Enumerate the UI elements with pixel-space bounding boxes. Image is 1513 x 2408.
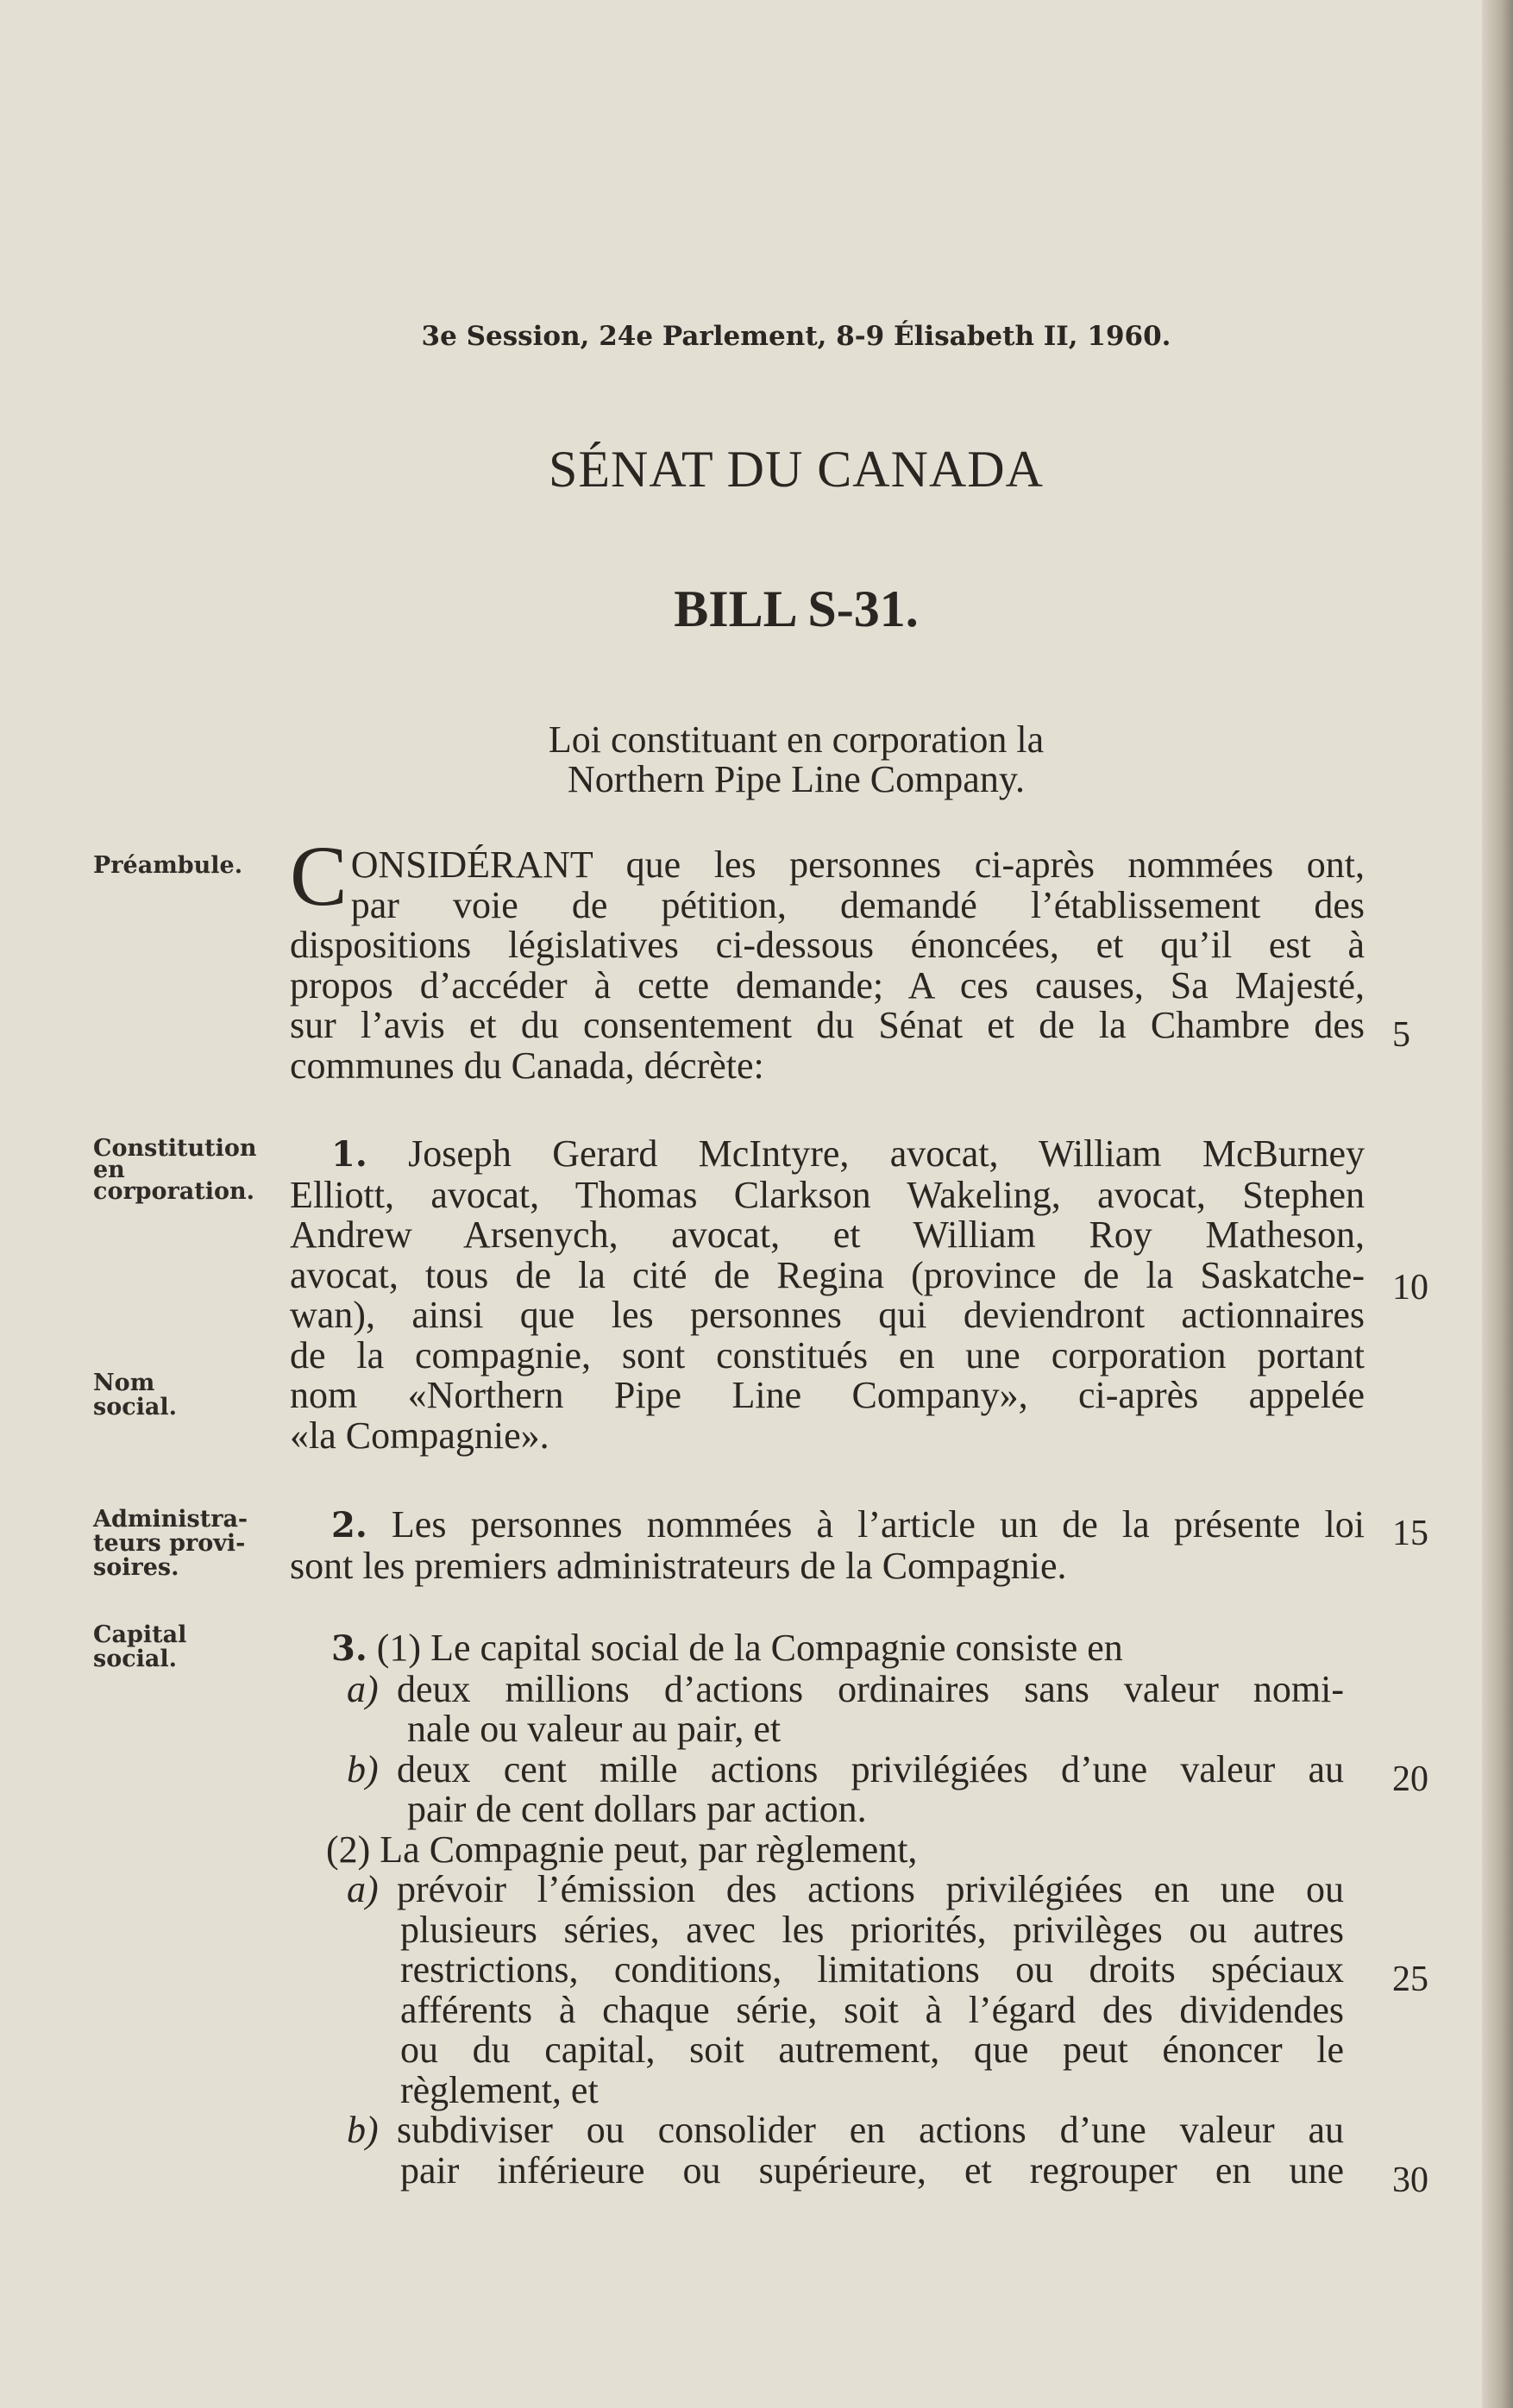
- text-line: [290, 1870, 1344, 1910]
- margin-note-line: Constitution: [93, 1135, 257, 1162]
- margin-note-line: Nom: [93, 1370, 155, 1396]
- text-fragment: subdiviser ou consolider en actions d’une valeur au: [397, 2109, 1344, 2151]
- text-line: nom «Northern Pipe Line Company», ci-après appelée: [290, 1374, 1365, 1416]
- margin-note-preambule: Préambule.: [93, 852, 243, 879]
- text-line: [290, 1505, 1365, 1546]
- bill-number: BILL S-31.: [674, 580, 919, 637]
- line-number: 10: [1392, 1268, 1428, 1307]
- text-line: Andrew Arsenych, avocat, et William Roy Matheson,: [290, 1213, 1365, 1256]
- margin-note-line: en: [93, 1157, 125, 1183]
- item-label: b): [347, 2109, 379, 2151]
- line-number: 5: [1392, 1015, 1410, 1055]
- text-line: restrictions, conditions, limitations ou droits spéciaux: [400, 1948, 1344, 1991]
- section-3: [290, 1628, 1344, 2191]
- text-line: [290, 1747, 1344, 1790]
- text-line: plusieurs séries, avec les priorités, privilèges ou autres: [400, 1908, 1344, 1951]
- text-line: par voie de pétition, demandé l’établissement des: [350, 883, 1365, 926]
- text-line: sur l’avis et du consentement du Sénat et de la Chambre des: [290, 1004, 1365, 1046]
- section-2: [290, 1505, 1365, 1586]
- text-line: [290, 1134, 1365, 1176]
- preamble: [290, 828, 1365, 1087]
- line-number: 20: [1392, 1759, 1428, 1799]
- item-label: a): [347, 1667, 379, 1710]
- line-number: 30: [1392, 2160, 1428, 2200]
- section-number: 3.: [331, 1628, 367, 1669]
- line-number: 25: [1392, 1960, 1428, 1999]
- margin-note-line: social.: [93, 1394, 178, 1420]
- text-fragment: deux millions d’actions ordinaires sans valeur nomi-: [397, 1667, 1344, 1710]
- text-line: dispositions législatives ci-dessous énoncées, et qu’il est à: [290, 924, 1365, 966]
- text-line: wan), ainsi que les personnes qui deviendront actionnaires: [290, 1294, 1365, 1336]
- text-line: pair de cent dollars par action.: [407, 1788, 867, 1830]
- text-line: communes du Canada, décrète:: [290, 1044, 764, 1087]
- section-number: 1.: [331, 1134, 367, 1175]
- margin-note-line: soires.: [93, 1554, 179, 1581]
- margin-note-line: Administra-: [93, 1506, 248, 1533]
- text-line: ou du capital, soit autrement, que peut énoncer le: [400, 2029, 1344, 2071]
- text-fragment: (1) Le capital social de la Compagnie consiste en: [376, 1627, 1123, 1669]
- section-number: 2.: [331, 1505, 367, 1546]
- drop-cap: C: [290, 828, 348, 924]
- text-line: sont les premiers administrateurs de la Compagnie.: [290, 1544, 1067, 1587]
- text-line: avocat, tous de la cité de Regina (province de la Saskatche-: [290, 1253, 1365, 1296]
- item-label: a): [347, 1868, 379, 1910]
- text-fragment: Les personnes nommées à l’article un de la présente loi: [391, 1503, 1365, 1546]
- chamber-title: SÉNAT DU CANADA: [549, 441, 1044, 498]
- margin-note-capital: [93, 1623, 266, 1671]
- text-line: règlement, et: [400, 2068, 599, 2111]
- text-line: (2) La Compagnie peut, par règlement,: [326, 1828, 918, 1871]
- text-line: propos d’accéder à cette demande; A ces causes, Sa Majesté,: [290, 963, 1365, 1006]
- text-fragment: prévoir l’émission des actions privilégiées en une ou: [397, 1868, 1344, 1910]
- margin-note-nom: [93, 1371, 266, 1420]
- section-1: [290, 1134, 1365, 1456]
- page-edge: [1482, 0, 1513, 2408]
- text-line: nale ou valeur au pair, et: [407, 1708, 782, 1750]
- text-line: [290, 1667, 1344, 1710]
- text-line: ONSIDÉRANT que les personnes ci-après nommées ont,: [350, 843, 1365, 886]
- margin-note-line: teurs provi-: [93, 1530, 246, 1557]
- text-line: pair inférieure ou supérieure, et regrouper en une: [400, 2148, 1344, 2192]
- session-header: 3e Session, 24e Parlement, 8-9 Élisabeth II, 1960.: [421, 321, 1171, 352]
- text-line: Elliott, avocat, Thomas Clarkson Wakeling, avocat, Stephen: [290, 1173, 1365, 1216]
- text-line: «la Compagnie».: [290, 1414, 549, 1457]
- short-title: [0, 720, 1513, 800]
- text-fragment: Joseph Gerard McIntyre, avocat, William McBurney: [408, 1132, 1365, 1175]
- margin-note-admin: [93, 1508, 266, 1580]
- margin-note-line: social.: [93, 1646, 178, 1672]
- margin-note-constitution: [93, 1137, 266, 1204]
- short-title-line: Northern Pipe Line Company.: [568, 758, 1025, 800]
- text-line: de la compagnie, sont constitués en une corporation portant: [290, 1333, 1365, 1376]
- item-label: b): [347, 1747, 379, 1790]
- short-title-line: Loi constituant en corporation la: [548, 718, 1045, 761]
- margin-note-line: Capital: [93, 1621, 187, 1648]
- text-line: [290, 2110, 1344, 2151]
- margin-note-line: corporation.: [93, 1178, 255, 1205]
- line-number: 15: [1392, 1514, 1428, 1553]
- text-line: afférents à chaque série, soit à l’égard des dividendes: [400, 1988, 1344, 2031]
- text-line: [290, 1628, 1344, 1670]
- text-fragment: deux cent mille actions privilégiées d’une valeur au: [397, 1747, 1344, 1790]
